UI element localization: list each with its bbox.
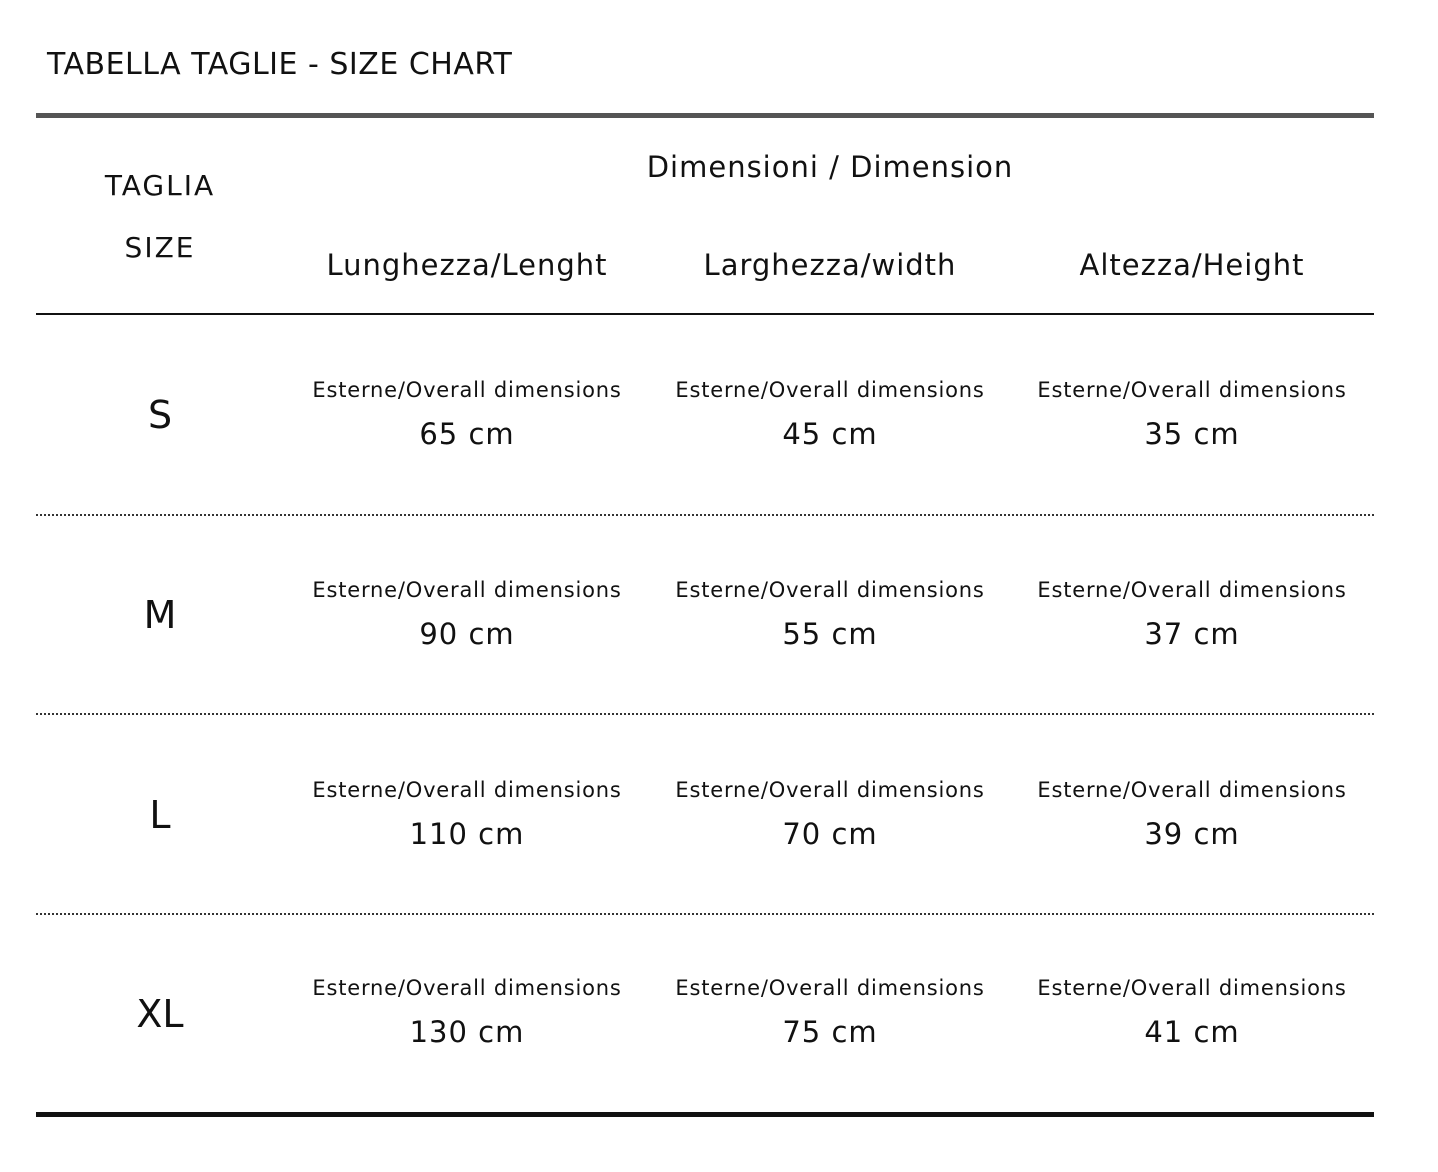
column-header-height: Altezza/Height: [1079, 248, 1305, 282]
dimension-value: 75 cm: [782, 1015, 878, 1049]
dimension-label: Esterne/Overall dimensions: [1037, 778, 1347, 802]
dimension-label: Esterne/Overall dimensions: [312, 976, 622, 1000]
dimension-label: Esterne/Overall dimensions: [675, 778, 985, 802]
dimension-value: 41 cm: [1144, 1015, 1240, 1049]
width-cell: [630, 376, 1030, 451]
bottom-divider: [36, 1112, 1374, 1117]
dimension-value: 70 cm: [782, 817, 878, 851]
dimension-label: Esterne/Overall dimensions: [675, 578, 985, 602]
page-title: TABELLA TAGLIE - SIZE CHART: [47, 47, 513, 82]
row-divider: [36, 514, 1374, 516]
height-cell: [992, 376, 1392, 451]
length-cell: [267, 576, 667, 651]
size-label: XL: [136, 992, 184, 1036]
dimension-value: 130 cm: [409, 1015, 525, 1049]
dimension-label: Esterne/Overall dimensions: [675, 378, 985, 402]
dimension-label: Esterne/Overall dimensions: [312, 578, 622, 602]
dimension-value: 55 cm: [782, 617, 878, 651]
size-label: L: [149, 793, 171, 837]
dimension-label: Esterne/Overall dimensions: [312, 778, 622, 802]
dimension-value: 110 cm: [409, 817, 525, 851]
dimension-value: 65 cm: [419, 417, 515, 451]
height-cell: [992, 776, 1392, 851]
width-cell: [630, 974, 1030, 1049]
length-cell: [267, 776, 667, 851]
dimension-label: Esterne/Overall dimensions: [312, 378, 622, 402]
height-cell: [992, 974, 1392, 1049]
width-cell: [630, 576, 1030, 651]
row-divider: [36, 913, 1374, 915]
row-divider: [36, 713, 1374, 715]
length-cell: [267, 376, 667, 451]
dimension-value: 37 cm: [1144, 617, 1240, 651]
dimension-value: 90 cm: [419, 617, 515, 651]
column-header-length: Lunghezza/Lenght: [326, 248, 608, 282]
column-header-width: Larghezza/width: [703, 248, 957, 282]
width-cell: [630, 776, 1030, 851]
height-cell: [992, 576, 1392, 651]
length-cell: [267, 974, 667, 1049]
size-label: S: [147, 393, 173, 437]
dimension-label: Esterne/Overall dimensions: [675, 976, 985, 1000]
dimension-label: Esterne/Overall dimensions: [1037, 378, 1347, 402]
top-divider: [36, 113, 1374, 118]
size-label: M: [143, 593, 177, 637]
dimension-value: 45 cm: [782, 417, 878, 451]
dimension-label: Esterne/Overall dimensions: [1037, 578, 1347, 602]
dimension-value: 35 cm: [1144, 417, 1240, 451]
dimension-value: 39 cm: [1144, 817, 1240, 851]
size-header-line1: TAGLIA: [104, 169, 216, 202]
dimension-group-header: Dimensioni / Dimension: [646, 150, 1014, 184]
size-header-line2: SIZE: [124, 231, 196, 264]
dimension-label: Esterne/Overall dimensions: [1037, 976, 1347, 1000]
header-divider: [36, 313, 1374, 315]
